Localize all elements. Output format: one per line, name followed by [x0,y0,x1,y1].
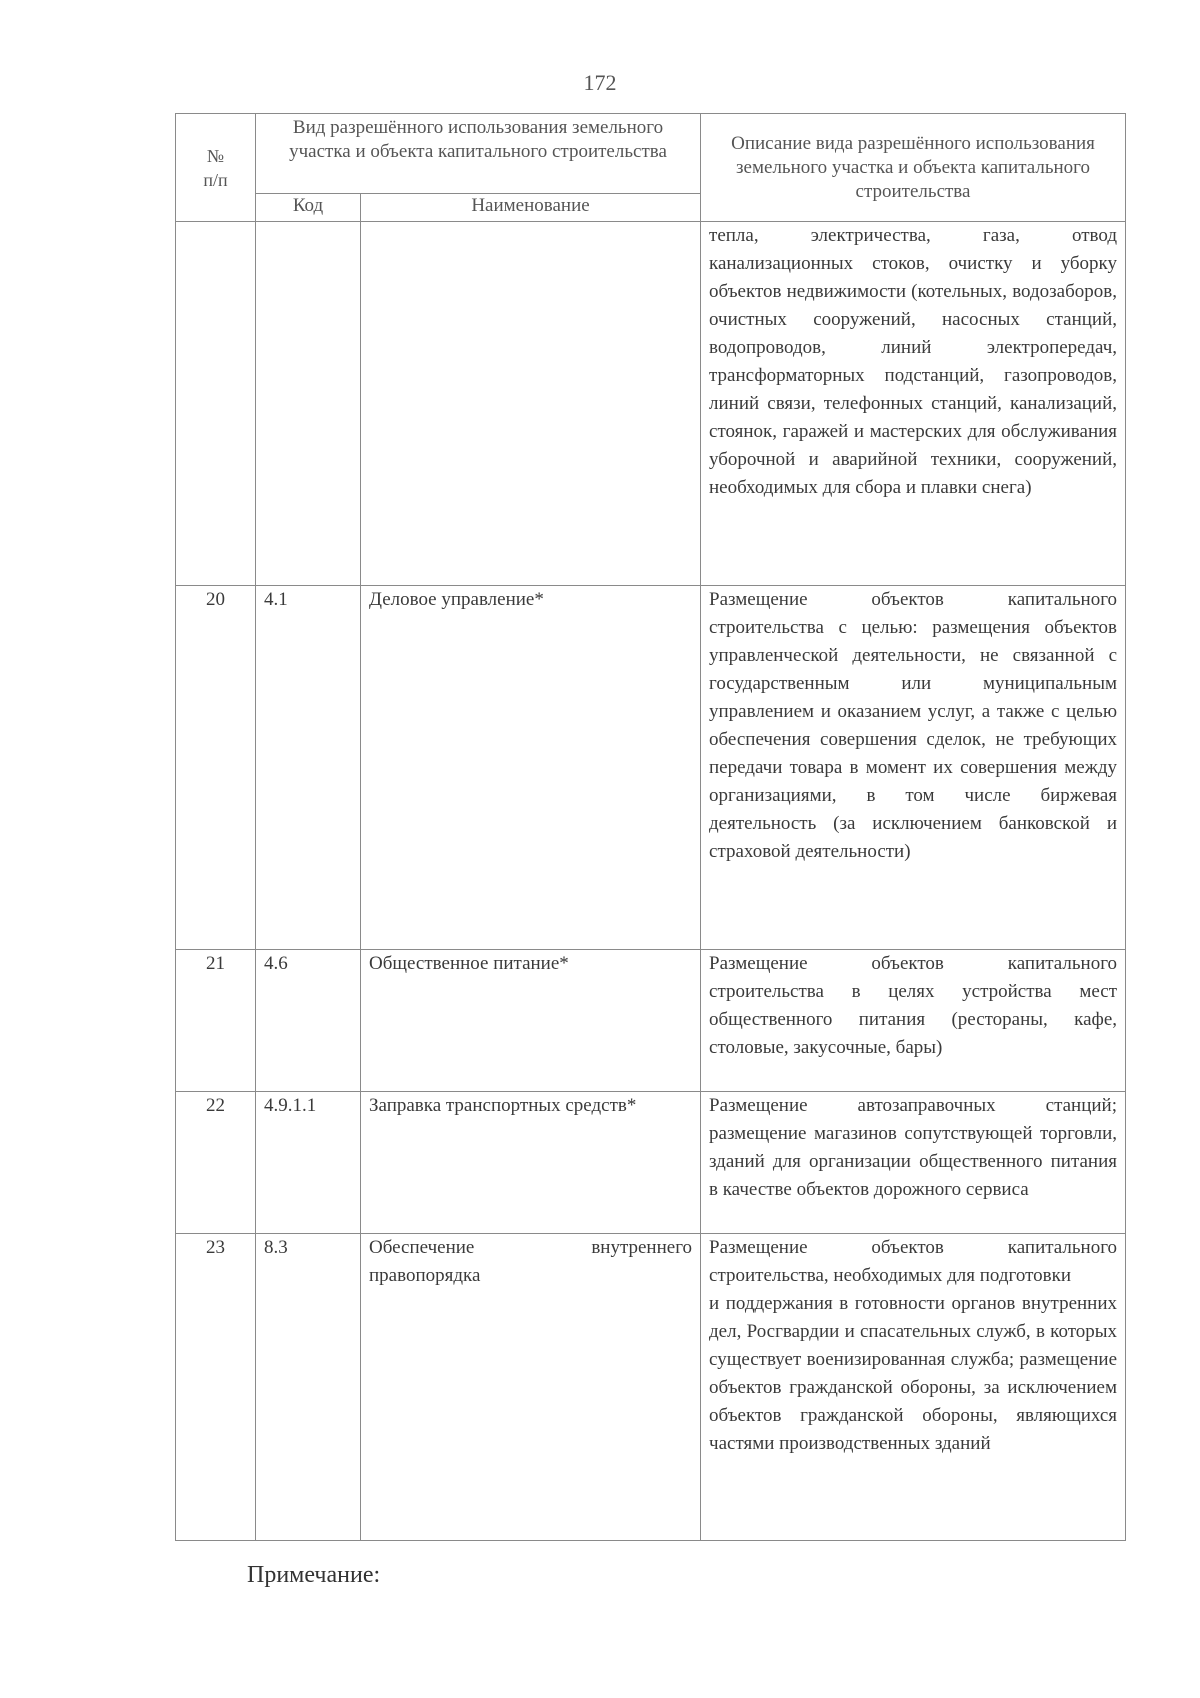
row-num: 22 [176,1092,256,1234]
row-num: 21 [176,950,256,1092]
row-num: 23 [176,1234,256,1541]
table-header [176,114,1126,222]
row-code [256,222,361,586]
header-num: № п/п [176,114,256,222]
header-group: Вид разрешённого использования земельного участка и объекта капитального строительства [256,114,701,194]
row-code: 4.9.1.1 [256,1092,361,1234]
note-heading: Примечание: [247,1562,381,1588]
header-code: Код [256,194,361,222]
table-row [176,1234,1126,1541]
row-num: 20 [176,586,256,950]
land-use-table [175,113,1126,1541]
row-name: Обеспечение внутреннего правопорядка [361,1234,701,1541]
row-code: 4.1 [256,586,361,950]
header-name: Наименование [361,194,701,222]
row-description: Размещение объектов капитального строительства в целях устройства мест общественного питания (рестораны, кафе, столовые, закусочные, бары) [701,950,1126,1092]
table-row [176,1092,1126,1234]
row-description: Размещение объектов капитального строительства, необходимых для подготовки и поддержания в готовности органов внутренних дел, Росгвардии и спасательных служб, в которых существует военизированная служба; размещение объектов гражданской обороны, за исключением объектов гражданской обороны, являющихся частями производственных зданий [701,1234,1126,1541]
row-code: 8.3 [256,1234,361,1541]
row-name: Общественное питание* [361,950,701,1092]
row-num [176,222,256,586]
row-name: Деловое управление* [361,586,701,950]
row-name: Заправка транспортных средств* [361,1092,701,1234]
row-description: тепла, электричества, газа, отвод канализационных стоков, очистку и уборку объектов недвижимости (котельных, водозаборов, очистных сооружений, насосных станций, водопроводов, линий электропередач, трансформаторных подстанций, газопроводов, линий связи, телефонных станций, канализаций, стоянок, гаражей и мастерских для обслуживания уборочной и аварийной техники, сооружений, необходимых для сбора и плавки снега) [701,222,1126,586]
table-row [176,222,1126,586]
header-description: Описание вида разрешённого использования земельного участка и объекта капитального строительства [701,114,1126,222]
page-number: 172 [583,70,617,95]
row-description: Размещение автозаправочных станций; размещение магазинов сопутствующей торговли, зданий для организации общественного питания в качестве объектов дорожного сервиса [701,1092,1126,1234]
table-row [176,950,1126,1092]
row-name [361,222,701,586]
row-description: Размещение объектов капитального строительства с целью: размещения объектов управленческой деятельности, не связанной с государственным или муниципальным управлением и оказанием услуг, а также с целью обеспечения совершения сделок, не требующих передачи товара в момент их совершения между организациями, в том числе биржевая деятельность (за исключением банковской и страховой деятельности) [701,586,1126,950]
table-row [176,586,1126,950]
row-code: 4.6 [256,950,361,1092]
